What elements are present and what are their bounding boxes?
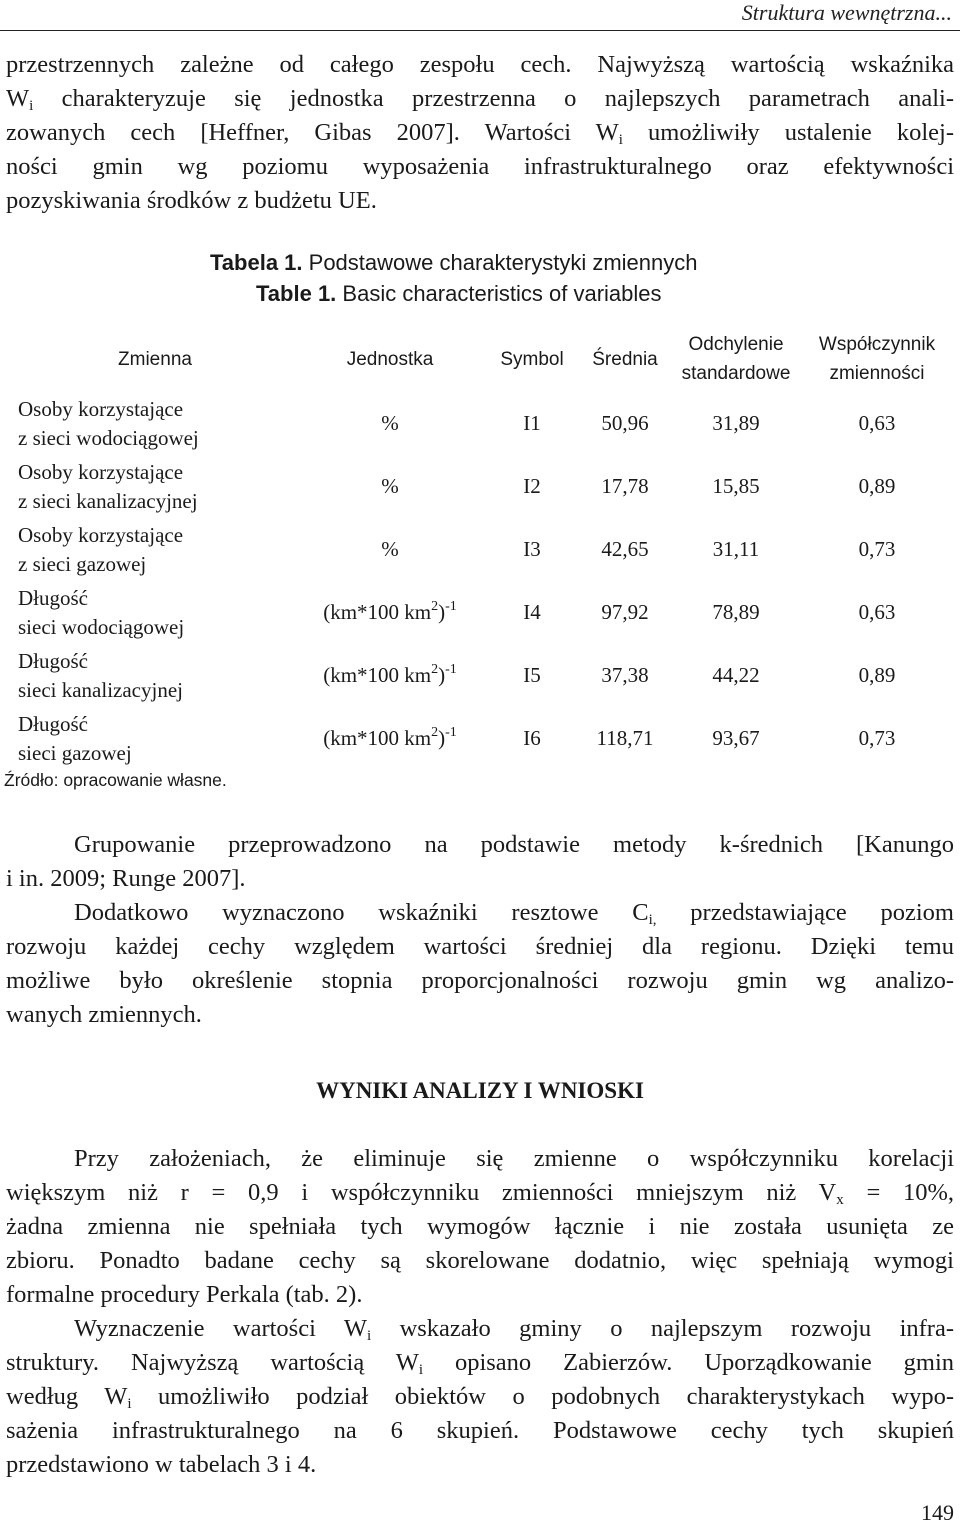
cell-unit: (km*100 $km^2)^{-1}$ <box>323 725 457 750</box>
cell-mean: 42,65 <box>601 537 649 561</box>
grouping-paragraph <box>6 828 954 1032</box>
col-header-sd: Odchylenie standardowe <box>681 334 791 384</box>
cell-mean: 17,78 <box>601 474 649 498</box>
col-header-mean: Średnia <box>592 348 658 370</box>
text-line: żadna zmienna nie spełniała tych wymogów łącznie i nie została usunięta ze <box>6 1213 954 1240</box>
text-line: według $W_i$ umożliwiło podział obiektów o podobnych charakterystykach wypo- <box>6 1383 954 1412</box>
text-line: ności gmin wg poziomu wyposażenia infrastrukturalnego oraz efektywności <box>6 153 954 180</box>
text-line: Grupowanie przeprowadzono na podstawie metody k-średnich [Kanungo <box>74 831 954 858</box>
cell-unit: % <box>381 411 399 435</box>
cell-symbol: I6 <box>523 726 541 750</box>
cell-unit: (km*100 $km^2)^{-1}$ <box>323 599 457 624</box>
cell-mean: 118,71 <box>596 726 654 750</box>
table-row <box>14 644 952 707</box>
text-line: i in. 2009; Runge 2007]. <box>6 865 246 892</box>
cell-unit: % <box>381 474 399 498</box>
running-header <box>0 0 960 31</box>
text-line: $W_i$ charakteryzuje się jednostka przestrzenna o najlepszych parametrach anali- <box>6 85 954 114</box>
text-line: formalne procedury Perkala (tab. 2). <box>6 1281 363 1308</box>
cell-sd: 31,89 <box>712 411 760 435</box>
cell-sd: 44,22 <box>712 663 760 687</box>
cell-variable: Długość sieci kanalizacyjnej <box>18 648 183 702</box>
table-caption-pl: Tabela 1. Podstawowe charakterystyki zmiennych <box>210 250 698 275</box>
page-number: 149 <box>921 1500 954 1525</box>
cell-unit: (km*100 $km^2)^{-1}$ <box>323 662 457 687</box>
cell-cv: 0,73 <box>858 726 896 750</box>
text-line: sażenia infrastrukturalnego na 6 skupień. Podstawowe cechy tych skupień <box>6 1417 954 1444</box>
intro-paragraph <box>6 48 954 218</box>
table-source-note: Źródło: opracowanie własne. <box>4 770 227 790</box>
cell-sd: 15,85 <box>712 474 760 498</box>
table-row <box>14 518 952 581</box>
cell-mean: 97,92 <box>601 600 649 624</box>
variables-table <box>14 326 952 770</box>
cell-variable: Osoby korzystające z sieci kanalizacyjnej <box>18 459 198 513</box>
cell-cv: 0,73 <box>858 537 896 561</box>
text-line: Przy założeniach, że eliminuje się zmienne o współczynniku korelacji <box>74 1145 954 1172</box>
table-row <box>14 455 952 518</box>
cell-variable: Długość sieci gazowej <box>18 711 132 765</box>
table-header-row <box>14 326 952 392</box>
text-line: pozyskiwania środków z budżetu UE. <box>6 187 377 214</box>
cell-cv: 0,63 <box>858 411 896 435</box>
table-row <box>14 392 952 455</box>
text-line: możliwe było określenie stopnia proporcjonalności rozwoju gmin wg analizo- <box>6 967 954 994</box>
col-header-variable: Zmienna <box>118 348 192 370</box>
text-line: struktury. Najwyższą wartością $W_i$ opisano Zabierzów. Uporządkowanie gmin <box>6 1349 954 1378</box>
table-row <box>14 707 952 770</box>
text-line: przedstawiono w tabelach 3 i 4. <box>6 1451 317 1478</box>
cell-symbol: I1 <box>523 411 541 435</box>
text-line: Wyznaczenie wartości $W_i$ wskazało gminy o najlepszym rozwoju infra- <box>74 1315 954 1344</box>
cell-cv: 0,63 <box>858 600 896 624</box>
results-paragraph <box>6 1142 954 1482</box>
text-line: wanych zmiennych. <box>6 1001 202 1028</box>
table-row <box>14 581 952 644</box>
cell-cv: 0,89 <box>858 474 896 498</box>
col-header-cv: Współczynnik zmienności <box>818 334 936 384</box>
col-header-unit: Jednostka <box>346 348 434 370</box>
text-line: Dodatkowo wyznaczono wskaźniki resztowe $C_{i,}$ przedstawiające poziom <box>74 899 954 928</box>
section-heading: WYNIKI ANALIZY I WNIOSKI <box>316 1078 644 1103</box>
cell-sd: 78,89 <box>712 600 760 624</box>
table-caption-en: Table 1. Basic characteristics of variables <box>256 281 662 306</box>
cell-variable: Osoby korzystające z sieci gazowej <box>18 522 184 576</box>
text-line: rozwoju każdej cechy względem wartości średniej dla regionu. Dzięki temu <box>6 933 954 960</box>
cell-variable: Osoby korzystające z sieci wodociągowej <box>18 396 199 450</box>
cell-sd: 31,11 <box>712 537 760 561</box>
cell-cv: 0,89 <box>858 663 896 687</box>
text-line: przestrzennych zależne od całego zespołu cech. Najwyższą wartością wskaźnika <box>6 51 954 78</box>
cell-symbol: I2 <box>523 474 541 498</box>
text-line: zowanych cech [Heffner, Gibas 2007]. Wartości $W_i$ umożliwiły ustalenie kolej- <box>6 119 955 148</box>
cell-variable: Długość sieci wodociągowej <box>18 585 185 639</box>
running-header-title: Struktura wewnętrzna... <box>741 0 952 25</box>
cell-symbol: I5 <box>523 663 541 687</box>
cell-symbol: I3 <box>523 537 541 561</box>
text-line: większym niż r = 0,9 i współczynniku zmienności mniejszym niż $V_x = 10\%$, <box>6 1179 954 1208</box>
cell-mean: 50,96 <box>601 411 649 435</box>
cell-symbol: I4 <box>523 600 541 624</box>
text-line: zbioru. Ponadto badane cechy są skorelowane dodatnio, więc spełniają wymogi <box>6 1247 954 1274</box>
cell-unit: % <box>381 537 399 561</box>
cell-mean: 37,38 <box>601 663 649 687</box>
col-header-symbol: Symbol <box>500 348 564 370</box>
cell-sd: 93,67 <box>712 726 760 750</box>
